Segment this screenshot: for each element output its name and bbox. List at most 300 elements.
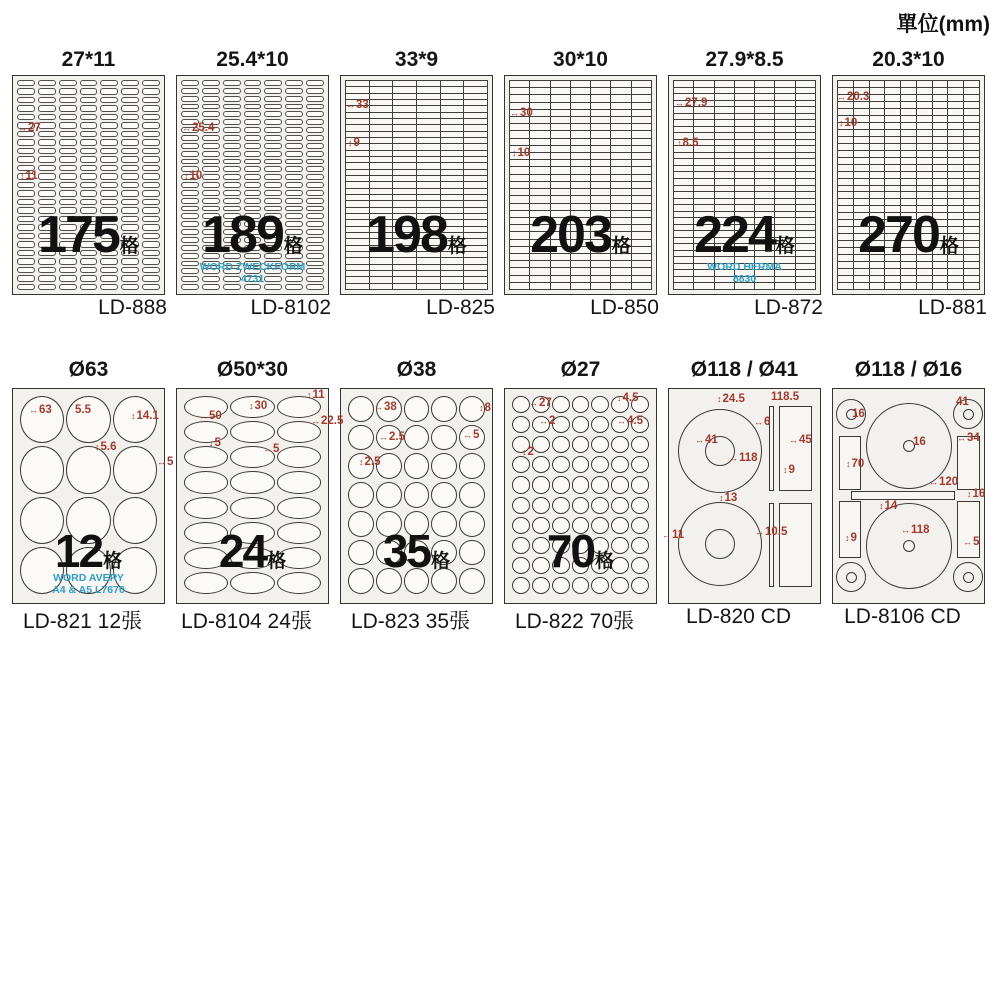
label-cell bbox=[417, 170, 440, 175]
label-cell bbox=[632, 204, 651, 210]
label-cell bbox=[948, 109, 963, 115]
measure-arrow-icon: ↕ bbox=[845, 533, 850, 543]
label-cell bbox=[775, 153, 794, 159]
label-cell bbox=[80, 275, 98, 281]
label-cell bbox=[964, 95, 979, 101]
label-cell bbox=[464, 144, 487, 149]
label-cell bbox=[464, 157, 487, 162]
measurement-annotation bbox=[963, 537, 979, 549]
label-cell bbox=[441, 119, 464, 124]
label-cell bbox=[933, 172, 948, 178]
label-cell bbox=[551, 103, 570, 109]
measurement-annotation bbox=[522, 447, 534, 459]
label-cell bbox=[181, 159, 199, 165]
label-cell bbox=[964, 165, 979, 171]
label-cell bbox=[38, 88, 56, 94]
label-sheet-paper bbox=[340, 75, 493, 295]
label-cell bbox=[370, 284, 393, 289]
label-cell bbox=[202, 174, 220, 180]
label-cell bbox=[572, 456, 590, 473]
label-cell bbox=[917, 137, 932, 143]
label-cell bbox=[611, 283, 630, 289]
measurement-annotation bbox=[374, 402, 397, 414]
measurement-value: 45 bbox=[799, 434, 812, 446]
label-cell bbox=[948, 81, 963, 87]
label-cell bbox=[964, 158, 979, 164]
label-cell bbox=[142, 88, 160, 94]
label-cell bbox=[59, 165, 77, 171]
label-cell bbox=[464, 170, 487, 175]
label-cell bbox=[393, 113, 416, 118]
label-cell bbox=[393, 170, 416, 175]
label-cell bbox=[933, 116, 948, 122]
label-cell bbox=[17, 284, 35, 290]
label-cell bbox=[674, 186, 693, 192]
label-cell bbox=[38, 97, 56, 103]
label-cell bbox=[121, 122, 139, 128]
label-cell bbox=[17, 105, 35, 111]
measurement-annotation bbox=[249, 401, 267, 413]
label-cell bbox=[572, 436, 590, 453]
label-cell bbox=[417, 157, 440, 162]
label-cell bbox=[441, 189, 464, 194]
label-cell bbox=[417, 284, 440, 289]
label-cell bbox=[885, 186, 900, 192]
label-cell bbox=[755, 166, 774, 172]
label-cell bbox=[551, 283, 570, 289]
measurement-annotation bbox=[29, 405, 52, 417]
label-cell bbox=[854, 81, 869, 87]
label-cell bbox=[441, 195, 464, 200]
label-cell bbox=[775, 140, 794, 146]
label-cell bbox=[510, 196, 529, 202]
label-cell bbox=[285, 166, 303, 172]
label-cell bbox=[854, 276, 869, 282]
label-cell bbox=[551, 268, 570, 274]
label-cell bbox=[348, 425, 374, 451]
label-cell bbox=[530, 88, 549, 94]
label-cell bbox=[885, 81, 900, 87]
brand-line: WORD ZWECKFORM bbox=[199, 261, 306, 273]
label-cell bbox=[264, 166, 282, 172]
label-cell bbox=[441, 163, 464, 168]
sheet-title: 25.4*10 bbox=[216, 48, 289, 71]
label-cell bbox=[223, 166, 241, 172]
label-cell bbox=[571, 81, 590, 87]
measurement-value: 5 bbox=[167, 456, 174, 468]
label-cell bbox=[933, 130, 948, 136]
label-cell bbox=[59, 199, 77, 205]
label-cell bbox=[393, 87, 416, 92]
measurement-annotation bbox=[18, 123, 41, 135]
label-cell bbox=[113, 446, 157, 493]
label-cell bbox=[735, 88, 754, 94]
label-cell bbox=[80, 173, 98, 179]
label-cell bbox=[370, 163, 393, 168]
label-cell bbox=[510, 139, 529, 145]
measure-arrow-icon: ↔ bbox=[510, 108, 519, 118]
label-cell bbox=[572, 476, 590, 493]
measurement-value: 8.5 bbox=[682, 137, 699, 149]
label-cell bbox=[854, 199, 869, 205]
label-cell bbox=[870, 102, 885, 108]
label-cell bbox=[948, 158, 963, 164]
label-cell bbox=[244, 127, 262, 133]
label-cell bbox=[417, 277, 440, 282]
label-cell bbox=[870, 192, 885, 198]
label-cell bbox=[885, 109, 900, 115]
label-cell bbox=[571, 124, 590, 130]
label-cell bbox=[181, 104, 199, 110]
measurement-annotation bbox=[348, 138, 360, 150]
label-cell bbox=[674, 127, 693, 133]
label-cell bbox=[530, 81, 549, 87]
label-cell bbox=[755, 153, 774, 159]
measurement-value: 38 bbox=[384, 401, 397, 413]
label-cell bbox=[121, 275, 139, 281]
label-cell bbox=[348, 482, 374, 508]
label-cell bbox=[510, 261, 529, 267]
label-cell bbox=[571, 160, 590, 166]
label-cell bbox=[464, 271, 487, 276]
measure-arrow-icon: ↕ bbox=[719, 493, 724, 503]
label-cell bbox=[223, 151, 241, 157]
label-cell bbox=[933, 151, 948, 157]
label-cell bbox=[346, 182, 369, 187]
label-cell bbox=[181, 206, 199, 212]
label-cell bbox=[80, 190, 98, 196]
label-cell bbox=[202, 284, 220, 290]
label-cell bbox=[551, 189, 570, 195]
measurement-annotation bbox=[463, 430, 479, 442]
measurement-annotation bbox=[311, 416, 343, 428]
label-cell bbox=[796, 120, 815, 126]
label-cell bbox=[393, 100, 416, 105]
label-cell bbox=[735, 186, 754, 192]
label-cell bbox=[933, 95, 948, 101]
brand-line: WORD AVERY bbox=[53, 572, 124, 584]
label-cell bbox=[264, 96, 282, 102]
label-sheet-paper bbox=[662, 388, 821, 604]
label-cell bbox=[417, 151, 440, 156]
label-cell bbox=[551, 153, 570, 159]
label-cell bbox=[441, 100, 464, 105]
label-cell bbox=[230, 421, 274, 443]
label-cell bbox=[755, 94, 774, 100]
label-cell bbox=[838, 269, 853, 275]
label-cell bbox=[223, 174, 241, 180]
label-cell bbox=[870, 158, 885, 164]
label-cell bbox=[611, 110, 630, 116]
label-cell bbox=[551, 124, 570, 130]
measurement-annotation bbox=[956, 397, 969, 409]
label-cell bbox=[964, 179, 979, 185]
label-cell bbox=[571, 189, 590, 195]
label-cell bbox=[393, 189, 416, 194]
measure-arrow-icon: ↕ bbox=[184, 171, 189, 181]
label-cell bbox=[838, 165, 853, 171]
label-cell bbox=[38, 165, 56, 171]
label-cell bbox=[735, 81, 754, 87]
label-cell bbox=[885, 179, 900, 185]
label-cell bbox=[464, 81, 487, 86]
label-count-suffix: 格 bbox=[283, 236, 303, 257]
measure-arrow-icon: ↔ bbox=[529, 398, 538, 408]
label-count bbox=[171, 525, 334, 577]
measurement-annotation bbox=[789, 435, 812, 447]
label-cell bbox=[674, 114, 693, 120]
label-cell bbox=[933, 109, 948, 115]
label-cell bbox=[755, 107, 774, 113]
label-cell bbox=[530, 189, 549, 195]
label-cell bbox=[80, 182, 98, 188]
label-cell bbox=[854, 165, 869, 171]
label-cell bbox=[674, 179, 693, 185]
label-cell bbox=[694, 179, 713, 185]
label-cell bbox=[121, 258, 139, 264]
label-cell bbox=[244, 198, 262, 204]
label-cell bbox=[551, 167, 570, 173]
label-cell bbox=[530, 153, 549, 159]
label-cell bbox=[755, 179, 774, 185]
label-cell bbox=[59, 156, 77, 162]
label-cell bbox=[17, 97, 35, 103]
label-cell bbox=[59, 105, 77, 111]
label-cell bbox=[244, 151, 262, 157]
label-cell bbox=[854, 144, 869, 150]
label-cell bbox=[551, 131, 570, 137]
label-cell bbox=[306, 166, 324, 172]
label-cell bbox=[202, 80, 220, 86]
label-cell bbox=[464, 87, 487, 92]
label-cell bbox=[306, 198, 324, 204]
label-cell bbox=[775, 114, 794, 120]
label-cell bbox=[80, 105, 98, 111]
label-cell bbox=[591, 436, 609, 453]
measurement-value: 5 bbox=[273, 443, 280, 455]
measurement-annotation bbox=[967, 489, 985, 501]
label-cell bbox=[244, 104, 262, 110]
measurement-value: 10 bbox=[517, 147, 531, 159]
label-count bbox=[171, 206, 334, 264]
measurement-annotation bbox=[837, 92, 869, 104]
label-cell bbox=[100, 80, 118, 86]
label-cell bbox=[611, 577, 629, 594]
label-cell bbox=[264, 135, 282, 141]
label-cell bbox=[917, 116, 932, 122]
label-cell bbox=[142, 80, 160, 86]
label-cell bbox=[393, 284, 416, 289]
label-cell bbox=[121, 284, 139, 290]
label-cell bbox=[948, 130, 963, 136]
measurement-value: 118.5 bbox=[771, 391, 800, 403]
label-cell bbox=[346, 81, 369, 86]
label-cell bbox=[510, 124, 529, 130]
label-cell bbox=[285, 284, 303, 290]
label-cell bbox=[885, 130, 900, 136]
label-cell bbox=[611, 189, 630, 195]
measurement-value: 2.5 bbox=[364, 456, 381, 468]
label-cell bbox=[184, 497, 228, 519]
label-sheet-paper bbox=[12, 75, 165, 295]
label-cell bbox=[854, 151, 869, 157]
label-cell bbox=[370, 100, 393, 105]
label-cell bbox=[431, 425, 457, 451]
label-cell bbox=[571, 276, 590, 282]
label-cell bbox=[441, 94, 464, 99]
label-cell bbox=[100, 139, 118, 145]
measure-arrow-icon: ↕ bbox=[95, 442, 100, 452]
label-cell bbox=[38, 199, 56, 205]
label-cell bbox=[285, 159, 303, 165]
brand-compatibility-text bbox=[669, 262, 820, 285]
label-cell bbox=[417, 182, 440, 187]
label-cell bbox=[917, 144, 932, 150]
label-cell bbox=[870, 144, 885, 150]
label-cell bbox=[202, 166, 220, 172]
label-cell bbox=[441, 265, 464, 270]
measurement-annotation bbox=[717, 394, 745, 406]
label-cell bbox=[264, 127, 282, 133]
label-cell bbox=[735, 140, 754, 146]
measure-arrow-icon: ↔ bbox=[18, 123, 27, 133]
label-cell bbox=[755, 159, 774, 165]
label-cell bbox=[933, 199, 948, 205]
label-cell bbox=[901, 95, 916, 101]
label-cell bbox=[870, 199, 885, 205]
label-cell bbox=[38, 139, 56, 145]
label-cell bbox=[17, 148, 35, 154]
label-cell bbox=[611, 160, 630, 166]
label-cell bbox=[530, 283, 549, 289]
measurement-value: 8 bbox=[484, 402, 491, 414]
label-cell bbox=[964, 81, 979, 87]
label-cell bbox=[370, 182, 393, 187]
measurement-value: 118 bbox=[911, 524, 930, 536]
label-cell bbox=[100, 267, 118, 273]
label-cell bbox=[775, 179, 794, 185]
label-cell bbox=[464, 284, 487, 289]
measure-arrow-icon: ↕ bbox=[879, 501, 884, 511]
measurement-value: 34 bbox=[967, 432, 980, 444]
label-cell bbox=[230, 497, 274, 519]
label-cell bbox=[346, 265, 369, 270]
sheet-title: 27*11 bbox=[61, 48, 116, 71]
label-sheet-paper bbox=[504, 75, 657, 295]
label-cell bbox=[917, 130, 932, 136]
label-cell bbox=[121, 114, 139, 120]
label-cell bbox=[611, 95, 630, 101]
label-cell bbox=[142, 148, 160, 154]
label-cell bbox=[370, 277, 393, 282]
label-cell bbox=[964, 116, 979, 122]
label-cell bbox=[441, 106, 464, 111]
label-cell bbox=[223, 159, 241, 165]
label-cell bbox=[632, 261, 651, 267]
label-count-number: 224 bbox=[694, 206, 775, 264]
label-cell bbox=[346, 284, 369, 289]
label-cell bbox=[464, 195, 487, 200]
label-cell bbox=[264, 88, 282, 94]
label-count bbox=[335, 525, 498, 577]
label-cell bbox=[694, 172, 713, 178]
label-cell bbox=[591, 497, 609, 514]
label-cell bbox=[796, 153, 815, 159]
label-cell bbox=[431, 453, 457, 479]
model-label: LD-881 bbox=[918, 296, 987, 319]
label-cell bbox=[948, 186, 963, 192]
model-label: LD-850 bbox=[590, 296, 659, 319]
label-cell bbox=[870, 283, 885, 289]
measurement-value: 16 bbox=[972, 488, 986, 500]
label-cell bbox=[80, 80, 98, 86]
label-cell bbox=[917, 186, 932, 192]
label-cell bbox=[870, 186, 885, 192]
label-count-number: 175 bbox=[38, 206, 119, 264]
measurement-value: 16 bbox=[913, 436, 926, 448]
label-cell bbox=[551, 139, 570, 145]
label-cell bbox=[306, 190, 324, 196]
label-cell bbox=[244, 159, 262, 165]
label-cell bbox=[964, 186, 979, 192]
label-cell bbox=[591, 456, 609, 473]
label-cell bbox=[512, 497, 530, 514]
label-cell bbox=[571, 182, 590, 188]
label-cell bbox=[870, 116, 885, 122]
label-count bbox=[499, 206, 662, 264]
measurement-value: 2 bbox=[549, 415, 556, 427]
label-cell bbox=[17, 114, 35, 120]
label-cell bbox=[285, 151, 303, 157]
label-cell bbox=[552, 497, 570, 514]
measure-arrow-icon: ↔ bbox=[837, 92, 846, 102]
label-cell bbox=[964, 109, 979, 115]
label-cell bbox=[346, 277, 369, 282]
label-cell bbox=[346, 87, 369, 92]
label-cell bbox=[464, 132, 487, 137]
label-cell bbox=[632, 146, 651, 152]
label-cell bbox=[100, 173, 118, 179]
label-cell bbox=[632, 276, 651, 282]
label-cell bbox=[694, 88, 713, 94]
label-cell bbox=[417, 176, 440, 181]
measure-arrow-icon: ↕ bbox=[249, 401, 254, 411]
label-cell bbox=[80, 139, 98, 145]
label-cell bbox=[885, 123, 900, 129]
measurement-annotation bbox=[662, 530, 684, 542]
label-cell bbox=[181, 198, 199, 204]
label-cell bbox=[901, 179, 916, 185]
label-cell bbox=[715, 153, 734, 159]
label-cell bbox=[417, 119, 440, 124]
label-cell bbox=[591, 416, 609, 433]
label-cell bbox=[715, 172, 734, 178]
label-cell bbox=[512, 416, 530, 433]
label-count-number: 189 bbox=[202, 206, 283, 264]
label-cell bbox=[694, 186, 713, 192]
label-cell bbox=[796, 133, 815, 139]
label-cell bbox=[121, 182, 139, 188]
label-cell bbox=[530, 276, 549, 282]
label-cell bbox=[512, 476, 530, 493]
label-cell bbox=[948, 276, 963, 282]
label-cell bbox=[901, 165, 916, 171]
label-cell bbox=[417, 271, 440, 276]
label-cell bbox=[917, 151, 932, 157]
measure-arrow-icon: ↔ bbox=[157, 457, 166, 467]
label-cell bbox=[530, 131, 549, 137]
label-cell bbox=[17, 80, 35, 86]
